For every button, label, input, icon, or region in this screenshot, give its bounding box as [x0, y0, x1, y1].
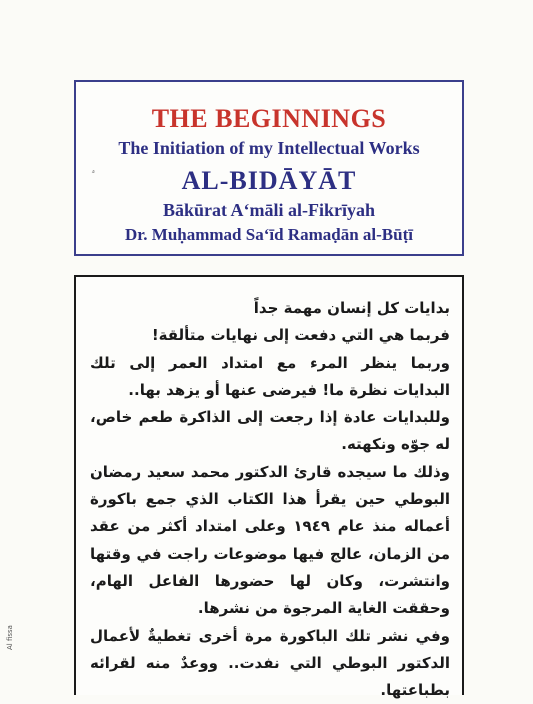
arabic-subtitle-transliteration: Bākūrat A‘māli al-Fikrīyah	[162, 200, 375, 220]
blurb-box	[74, 275, 464, 700]
book-title: THE BEGINNINGS	[151, 104, 387, 133]
arabic-title-transliteration: AL-BIDĀYĀT	[181, 166, 357, 195]
blurb-paragraph: وللبدايات عادة إذا رجعت إلى الذاكرة طعم خاص، له جوّه ونكهته.	[90, 408, 450, 454]
blurb-text	[90, 295, 450, 704]
blurb-paragraph: وفي نشر تلك الباكورة مرة أخرى تغطيةٌ لأعمال الدكتور البوطي التي نفدت.. ووعدٌ منه لقرائه بطباعتها.	[90, 626, 450, 700]
blurb-paragraph: وربما ينظر المرء مع امتداد العمر إلى تلك البدايات نظرة ما! فيرضى عنها أو يزهد بها..	[90, 353, 450, 399]
book-subtitle: The Initiation of my Intellectual Works	[118, 138, 420, 158]
spine-mark: Al fissa	[6, 625, 14, 650]
blurb-paragraph: بدايات كل إنسان مهمة جداً	[253, 299, 450, 317]
blurb-paragraph: وذلك ما سيجده قارئ الدكتور محمد سعيد رمضان البوطي حين يقرأ هذا الكتاب الذي جمع باكورة أعماله منذ عام ١٩٤٩ وعلى امتداد أكثر من عقد من الزمان، عالج فيها موضوعات راجت في وقتها وانتشرت، وكان لها حضورها الفاعل الهام، وحققت الغاية المرجوة من نشرها.	[90, 462, 450, 618]
blurb-paragraph: فربما هي التي دفعت إلى نهايات متألقة!	[151, 326, 450, 345]
title-box	[74, 80, 464, 256]
tick-mark: ﻋ	[92, 168, 96, 175]
author-name: Dr. Muḥammad Sa‘īd Ramaḍān al-Būṭī	[125, 225, 413, 244]
